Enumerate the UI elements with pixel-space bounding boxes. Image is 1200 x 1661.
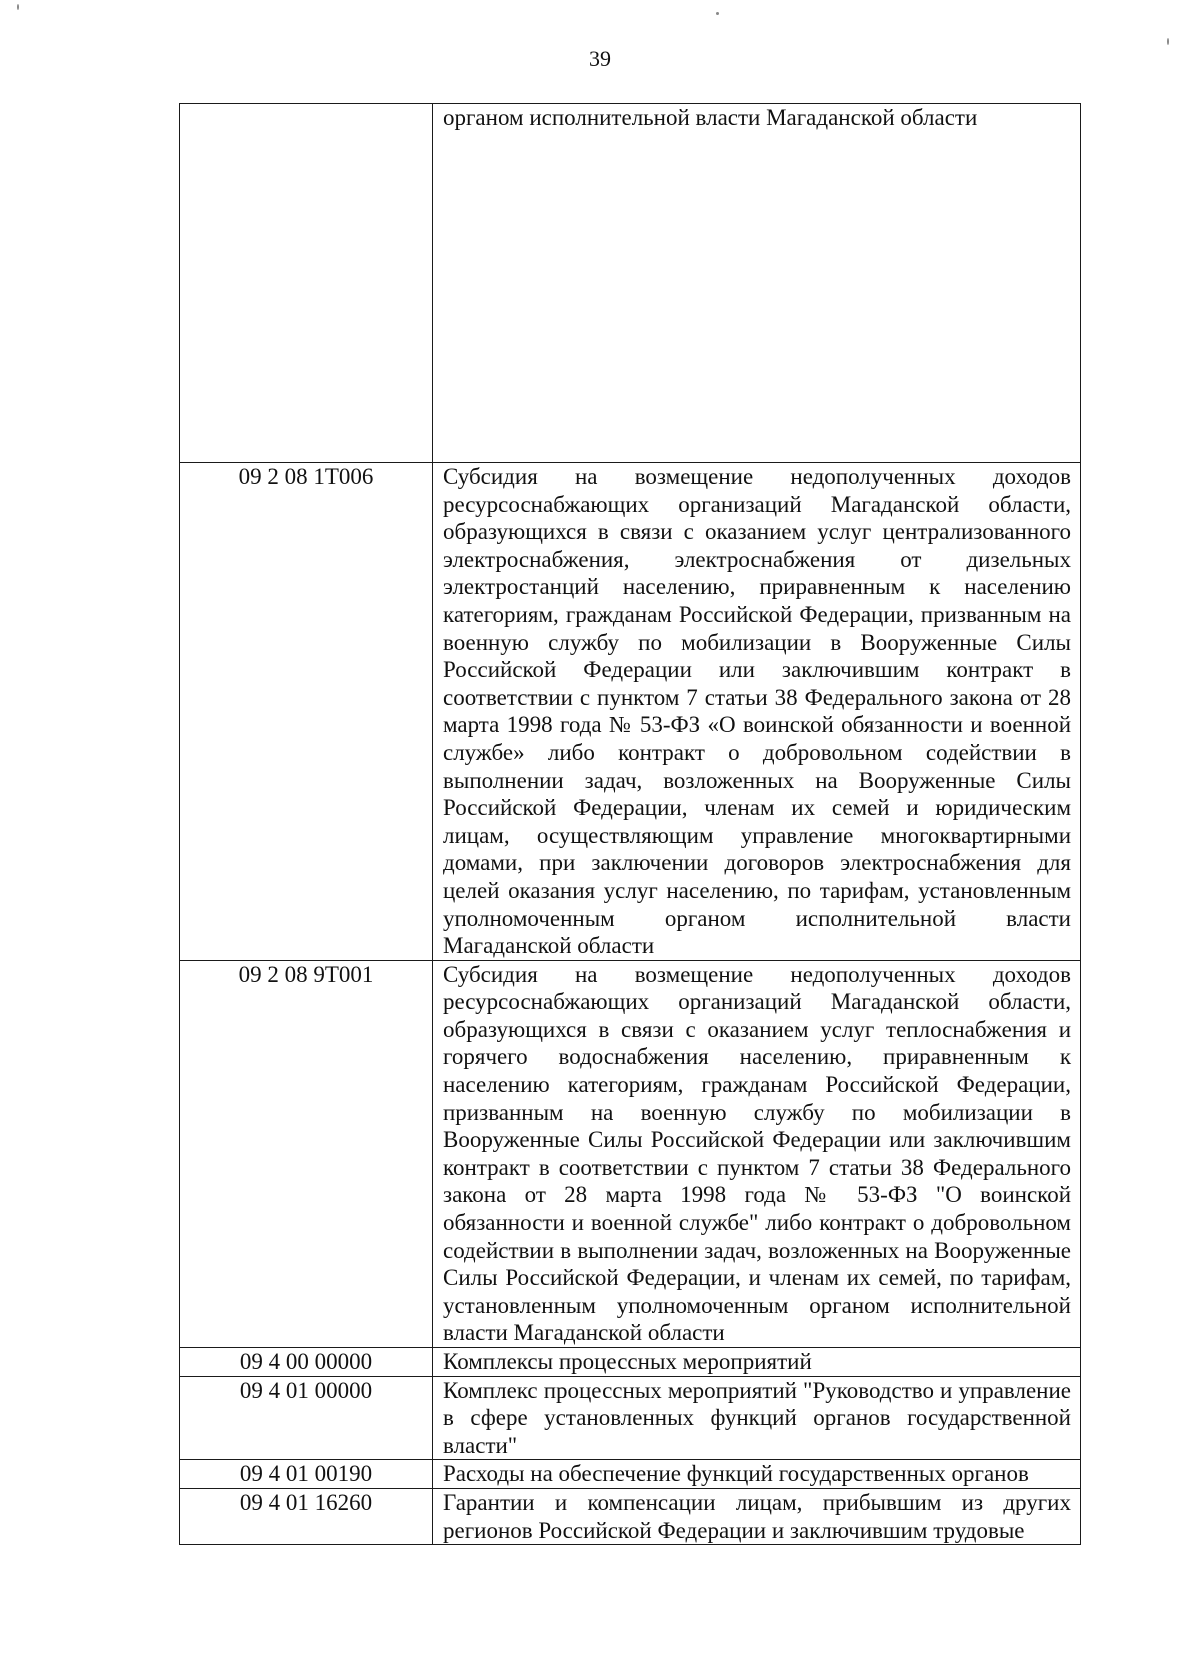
- table-row: [180, 1488, 1081, 1544]
- table-row: [180, 1376, 1081, 1460]
- page-number: 39: [589, 46, 611, 71]
- row-code: 09 4 01 00190: [180, 1460, 433, 1489]
- row-code: [180, 104, 433, 463]
- row-code: 09 2 08 9Т001: [180, 960, 433, 1347]
- table-row: [180, 1348, 1081, 1377]
- row-description: Комплексы процессных мероприятий: [433, 1348, 1081, 1377]
- row-code: 09 2 08 1Т006: [180, 463, 433, 961]
- row-description: органом исполнительной власти Магаданской области: [433, 104, 1081, 463]
- table-row: [180, 104, 1081, 463]
- scan-speck: [1167, 38, 1169, 45]
- row-description: Субсидия на возмещение недополученных доходов ресурсоснабжающих организаций Магаданской области, образующихся в связи с оказанием услуг централизованного электроснабжения, электроснабжения от дизельных электростанций населению, приравненным к населению категориям, гражданам Российской Федерации, призванным на военную службу по мобилизации в Вооруженные Силы Российской Федерации или заключившим контракт в соответствии с пунктом 7 статьи 38 Федерального закона от 28 марта 1998 года № 53-ФЗ «О воинской обязанности и военной службе» либо контракт о добровольном содействии в выполнении задач, возложенных на Вооруженные Силы Российской Федерации, членам их семей и юридическим лицам, осуществляющим управление многоквартирными домами, при заключении договоров электроснабжения для целей оказания услуг населению, по тарифам, установленным уполномоченным органом исполнительной власти Магаданской области: [433, 463, 1081, 961]
- budget-classification-table: [179, 103, 1081, 1545]
- scan-speck: [716, 12, 719, 15]
- row-description: Гарантии и компенсации лицам, прибывшим из других регионов Российской Федерации и заключившим трудовые: [433, 1488, 1081, 1544]
- row-code: 09 4 00 00000: [180, 1348, 433, 1377]
- row-description: Расходы на обеспечение функций государственных органов: [433, 1460, 1081, 1489]
- row-description: Субсидия на возмещение недополученных доходов ресурсоснабжающих организаций Магаданской области, образующихся в связи с оказанием услуг теплоснабжения и горячего водоснабжения населению, приравненным к населению категориям, гражданам Российской Федерации, призванным на военную службу по мобилизации в Вооруженные Силы Российской Федерации или заключившим контракт в соответствии с пунктом 7 статьи 38 Федерального закона от 28 марта 1998 года № 53-ФЗ "О воинской обязанности и военной службе" либо контракт о добровольном содействии в выполнении задач, возложенных на Вооруженные Силы Российской Федерации, и членам их семей, по тарифам, установленным уполномоченным органом исполнительной власти Магаданской области: [433, 960, 1081, 1347]
- row-code: 09 4 01 00000: [180, 1376, 433, 1460]
- scan-speck: [17, 4, 19, 10]
- table-row: [180, 960, 1081, 1347]
- row-code: 09 4 01 16260: [180, 1488, 433, 1544]
- row-description: Комплекс процессных мероприятий "Руководство и управление в сфере установленных функций органов государственной власти": [433, 1376, 1081, 1460]
- table-row: [180, 1460, 1081, 1489]
- table-row: [180, 463, 1081, 961]
